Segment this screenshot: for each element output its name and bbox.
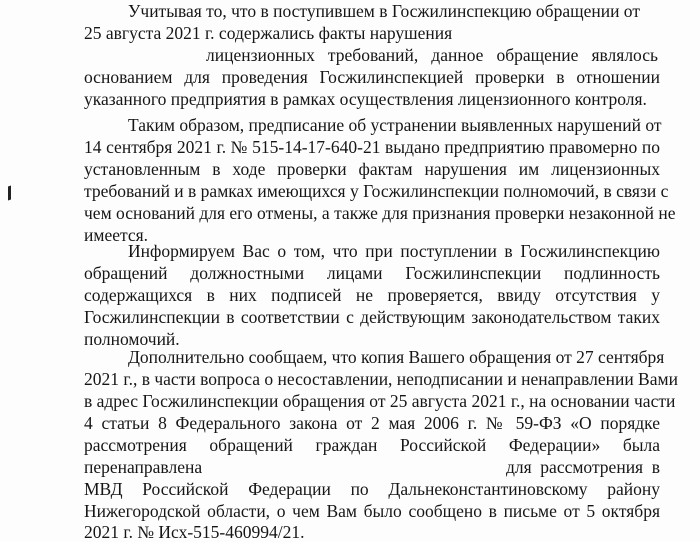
text-line: 2021 г., в части вопроса о несоставлении, неподписании и ненаправлении Вами (84, 369, 678, 389)
text-line: для рассмотрения в (506, 457, 660, 477)
text-line: установленным в ходе проверки фактам нарушения им лицензионных (84, 159, 660, 179)
text-line: полномочий. (84, 329, 180, 349)
text-line: рассмотрения обращений граждан Российской Федерации» была (84, 435, 660, 455)
text-line: 4 статьи 8 Федерального закона от 2 мая 2006 г. № 59-ФЗ «О порядке (84, 413, 660, 433)
text-line: Учитывая то, что в поступившем в Госжилинспекцию обращении от (128, 1, 640, 21)
text-line: содержащихся в них подписей не проверяется, ввиду отсутствия у (84, 285, 660, 305)
text-line: обращений должностными лицами Госжилинспекции подлинность (84, 263, 660, 283)
text-line: лицензионных требований, данное обращение являлось (206, 45, 658, 65)
text-line: Дополнительно сообщаем, что копия Вашего обращения от 27 сентября (128, 347, 665, 367)
text-line: 25 августа 2021 г. содержались факты нарушения (84, 23, 453, 43)
text-line: требований и в рамках имеющихся у Госжилинспекции полномочий, в связи с (84, 181, 669, 201)
text-line: Таким образом, предписание об устранении выявленных нарушений от (128, 115, 662, 135)
text-line: Информируем Вас о том, что при поступлении в Госжилинспекцию (128, 241, 660, 261)
text-line: имеется. (84, 225, 149, 245)
margin-mark (8, 185, 11, 200)
text-line: в адрес Госжилинспекции обращения от 25 августа 2021 г., на основании части (84, 391, 676, 411)
text-line: перенаправлена (84, 457, 203, 477)
text-line: чем оснований для его отмены, а также для признания проверки незаконной не (84, 203, 676, 223)
text-line: Госжилинспекции в соответствии с действующим законодательством таких (84, 307, 660, 327)
text-line: 2021 г. № Исх-515-460994/21. (84, 522, 305, 542)
text-line: Нижегородской области, о чем Вам было сообщено в письме от 5 октября (84, 501, 660, 521)
text-line: 14 сентября 2021 г. № 515-14-17-640-21 выдано предприятию правомерно по (84, 137, 660, 157)
text-line: основанием для проведения Госжилинспекцией проверки в отношении (84, 67, 660, 87)
text-line: МВД Российской Федерации по Дальнеконстантиновскому району (84, 479, 660, 499)
text-line: указанного предприятия в рамках осуществления лицензионного контроля. (84, 89, 647, 109)
